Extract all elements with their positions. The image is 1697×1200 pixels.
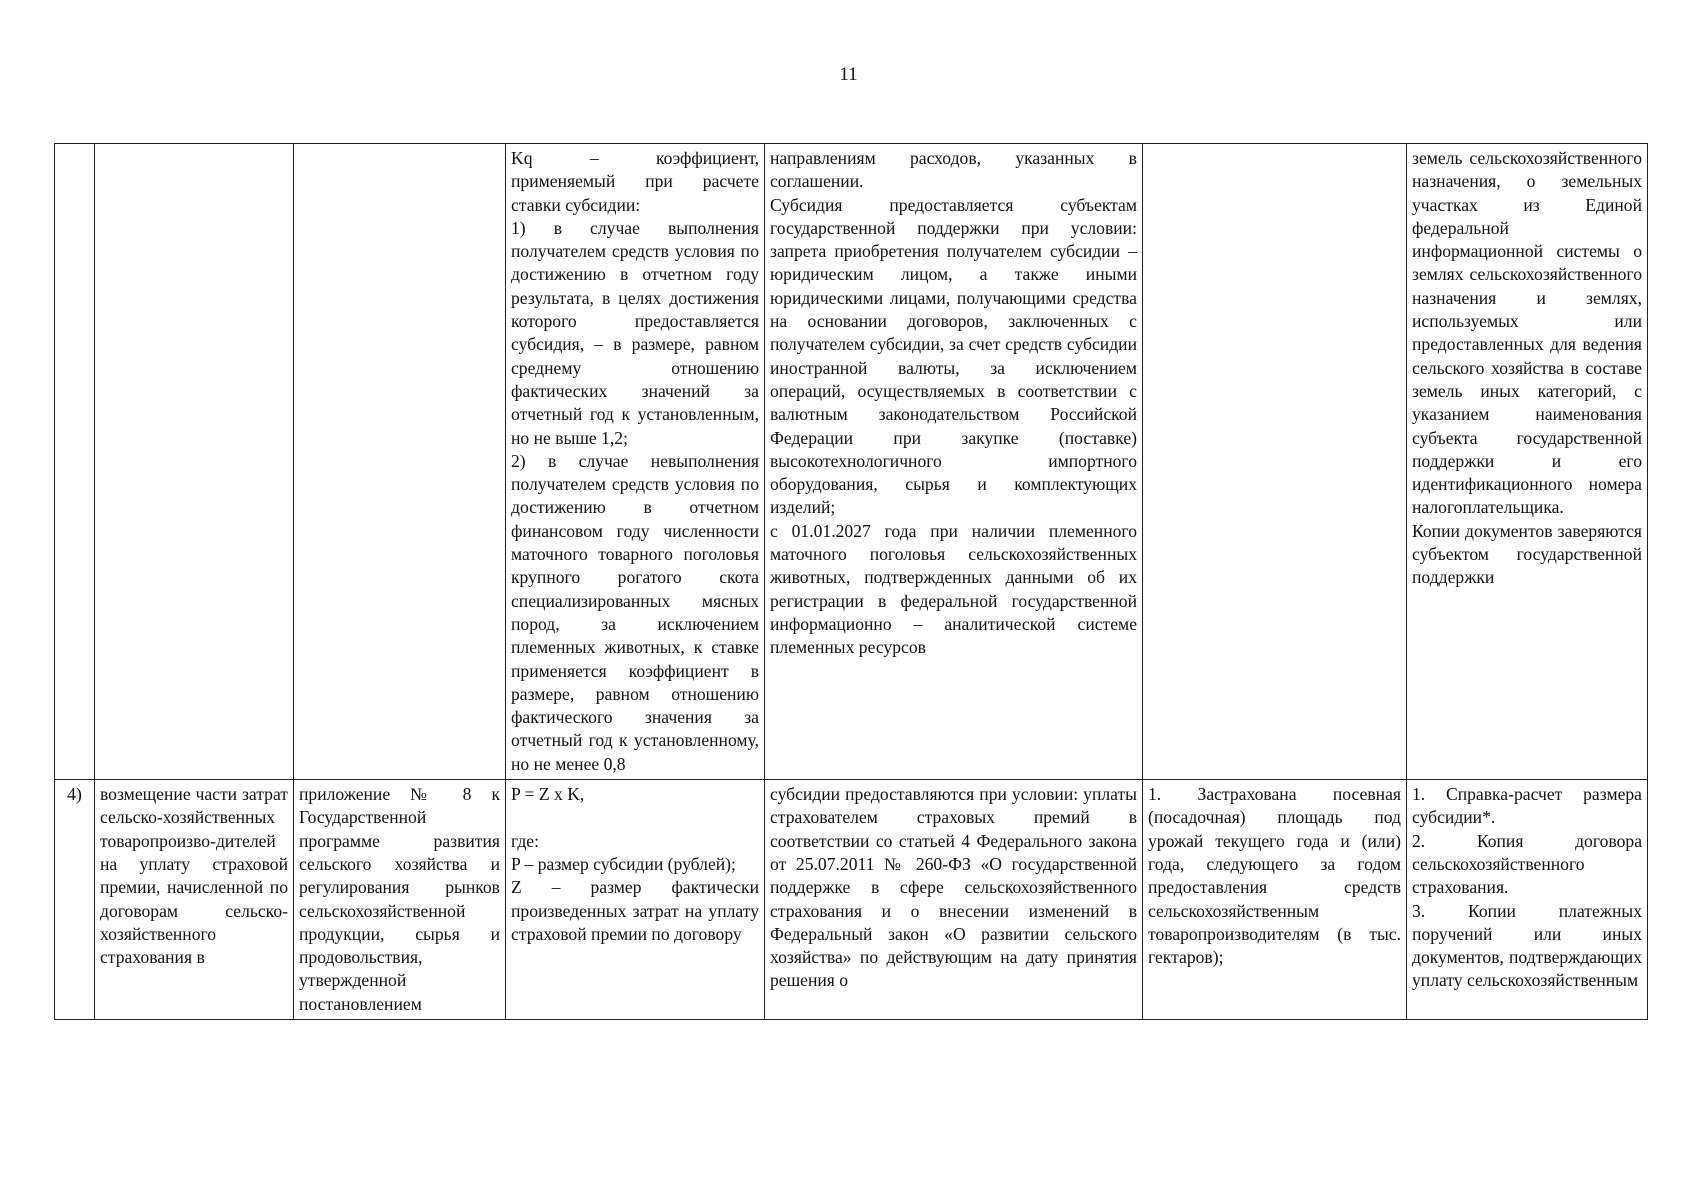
- cell-conditions: субсидии предоставляются при условии: уплаты страхователем страховых премий в соответствии со статьей 4 Федерального закона от 25.07.2011 № 260-ФЗ «О государственной поддержке в сфере сельскохозяйственного страхования и о внесении изменений в Федеральный закон «О развитии сельского хозяйства» по действующим на дату принятия решения о: [765, 780, 1143, 1020]
- formula-z-definition: Z – размер фактически произведенных затрат на уплату страховой премии по договору: [511, 877, 759, 944]
- documents-item-3: 3. Копии платежных поручений или иных документов, подтверждающих уплату сельскохозяйственным: [1412, 900, 1642, 991]
- documents-item-1: 1. Справка-расчет размера субсидии*.: [1412, 784, 1642, 828]
- table-row-4: [55, 780, 1648, 1020]
- cell-requirements: 1. Застрахована посевная (посадочная) площадь под урожай текущего года и (или) года, следующего за годом предоставления средств сельскохозяйственным товаропроизводителям (в тыс. гектаров);: [1143, 780, 1407, 1020]
- cell-formula: [506, 780, 765, 1020]
- cell-documents-list: [1407, 144, 1648, 780]
- cell-direction: [95, 144, 294, 780]
- formula-where: где:: [511, 830, 539, 851]
- formula-kq-case-1: 1) в случае выполнения получателем средств условия по достижению в отчетном году результата, в целях достижения которого предоставляется субсидия, – в размере, равном среднему отношению фактических значений за отчетный год к установленным, но не выше 1,2;: [511, 217, 759, 448]
- formula-kq-case-2: 2) в случае невыполнения получателем средств условия по достижению в отчетном финансовом году численности маточного товарного поголовья крупного рогатого скота специализированных мясных пород, за исключением племенных животных, к ставке применяется коэффициент в размере, равном отношению фактического значения за отчетный год к установленному, но не менее 0,8: [511, 450, 759, 774]
- conditions-paragraph-3: с 01.01.2027 года при наличии племенного маточного поголовья сельскохозяйственных животных, подтвержденных данными об их регистрации в федеральной государственной информационно – аналитической системе племенных ресурсов: [770, 520, 1137, 658]
- documents-item-2: 2. Копия договора сельскохозяйственного страхования.: [1412, 830, 1642, 898]
- documents-paragraph-1: земель сельскохозяйственного назначения, о земельных участках из Единой федеральной информационной системы о землях сельскохозяйственного назначения и землях, используемых или предоставленных для ведения сельского хозяйства в составе земель иных категорий, с указанием наименования субъекта государственной поддержки и его идентификационного номера налогоплательщика.: [1412, 148, 1642, 518]
- conditions-paragraph-1: направлениям расходов, указанных в соглашении.: [770, 148, 1137, 192]
- page-number: 11: [839, 64, 858, 85]
- cell-number: 4): [55, 780, 95, 1020]
- subsidy-table: [54, 143, 1648, 1020]
- documents-paragraph-2: Копии документов заверяются субъектом государственной поддержки: [1412, 520, 1642, 588]
- table-row-continuation: [55, 144, 1648, 780]
- cell-documents-list: [1407, 780, 1648, 1020]
- formula-kq-definition: Kq – коэффициент, применяемый при расчете ставки субсидии:: [511, 148, 759, 215]
- conditions-paragraph-2: Субсидия предоставляется субъектам государственной поддержки при условии: запрета приобретения получателем субсидии – юридическим лицом, а также иными юридическими лицами, получающими средства на основании договоров, заключенных с получателем субсидии, за счет средств субсидии иностранной валюты, за исключением операций, осуществляемых в соответствии с валютным законодательством Российской Федерации при закупке (поставке) высокотехнологичного импортного оборудования, сырья и комплектующих изделий;: [770, 194, 1137, 518]
- cell-requirements: [1143, 144, 1407, 780]
- cell-formula: [506, 144, 765, 780]
- formula-equation: P = Z x K,: [511, 784, 585, 805]
- cell-document: приложение № 8 к Государственной программе развития сельского хозяйства и регулирования рынков сельскохозяйственной продукции, сырья и продовольствия, утвержденной постановлением: [294, 780, 506, 1020]
- formula-p-definition: P – размер субсидии (рублей);: [511, 853, 736, 874]
- cell-conditions: [765, 144, 1143, 780]
- cell-document: [294, 144, 506, 780]
- cell-number: [55, 144, 95, 780]
- cell-direction: возмещение части затрат сельско-хозяйственных товаропроизво-дителей на уплату страховой премии, начисленной по договорам сельско-хозяйственного страхования в: [95, 780, 294, 1020]
